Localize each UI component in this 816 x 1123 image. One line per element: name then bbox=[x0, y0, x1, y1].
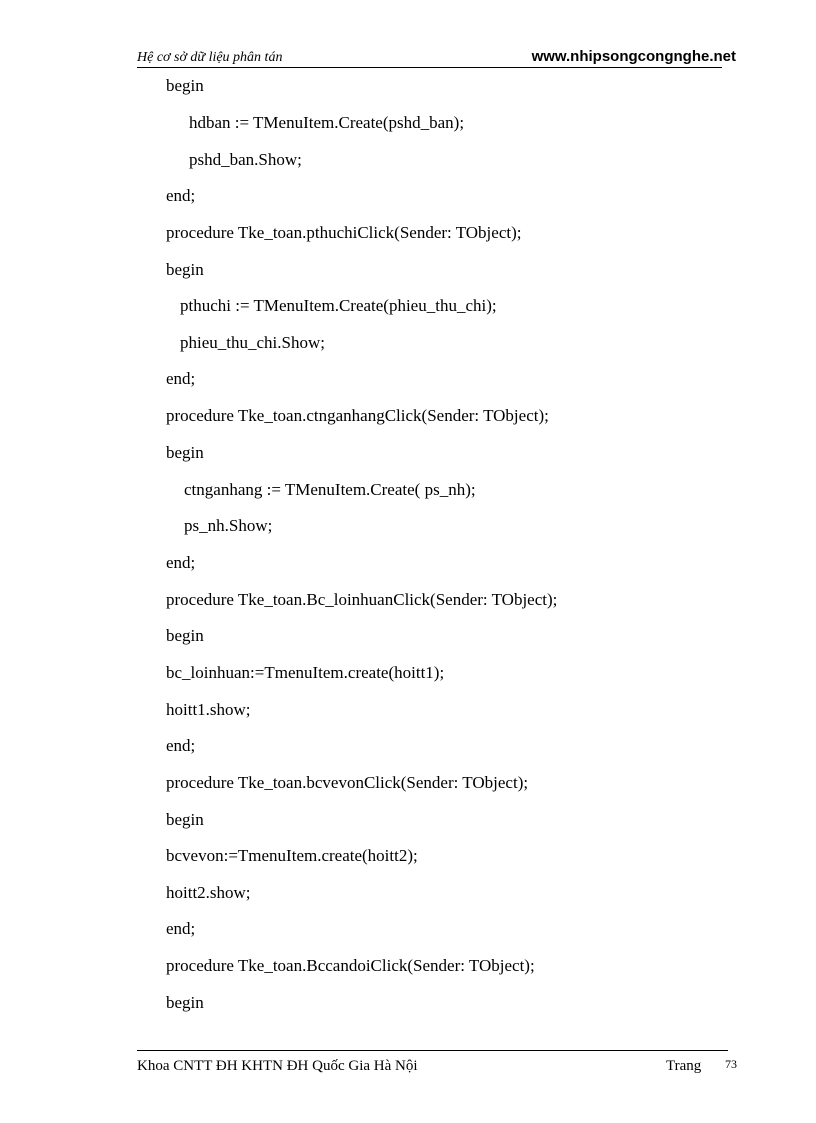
code-line: procedure Tke_toan.pthuchiClick(Sender: TObject); bbox=[166, 223, 522, 242]
code-line: procedure Tke_toan.ctnganhangClick(Sender: TObject); bbox=[166, 406, 549, 425]
code-line: hoitt1.show; bbox=[166, 700, 251, 719]
code-line: end; bbox=[166, 736, 196, 755]
code-line: ctnganhang := TMenuItem.Create( ps_nh); bbox=[184, 480, 476, 499]
code-line: bcvevon:=TmenuItem.create(hoitt2); bbox=[166, 846, 418, 865]
code-line: begin bbox=[166, 810, 204, 829]
code-line: procedure Tke_toan.Bc_loinhuanClick(Sender: TObject); bbox=[166, 590, 558, 609]
code-line: begin bbox=[166, 626, 204, 645]
footer-institution: Khoa CNTT ĐH KHTN ĐH Quốc Gia Hà Nội bbox=[137, 1058, 418, 1074]
code-line: pshd_ban.Show; bbox=[189, 150, 302, 169]
code-line: end; bbox=[166, 919, 196, 938]
code-line: begin bbox=[166, 993, 204, 1012]
code-line: phieu_thu_chi.Show; bbox=[180, 333, 325, 352]
footer-page-label: Trang bbox=[666, 1058, 702, 1074]
header-divider bbox=[137, 67, 722, 68]
footer-divider bbox=[137, 1050, 728, 1051]
header-title: Hệ cơ sở dữ liệu phân tán bbox=[137, 50, 283, 65]
code-line: hoitt2.show; bbox=[166, 883, 251, 902]
code-line: begin bbox=[166, 260, 204, 279]
page-header bbox=[137, 48, 736, 68]
code-line: end; bbox=[166, 186, 196, 205]
code-line: pthuchi := TMenuItem.Create(phieu_thu_chi); bbox=[180, 296, 497, 315]
footer-page-number: 73 bbox=[725, 1057, 737, 1071]
code-line: begin bbox=[166, 443, 204, 462]
code-line: bc_loinhuan:=TmenuItem.create(hoitt1); bbox=[166, 663, 445, 682]
code-line: ps_nh.Show; bbox=[184, 516, 273, 535]
code-line: procedure Tke_toan.bcvevonClick(Sender: TObject); bbox=[166, 773, 529, 792]
header-website: www.nhipsongcongnghe.net bbox=[531, 48, 736, 65]
code-line: procedure Tke_toan.BccandoiClick(Sender: TObject); bbox=[166, 956, 535, 975]
code-line: hdban := TMenuItem.Create(pshd_ban); bbox=[189, 113, 465, 132]
code-line: end; bbox=[166, 553, 196, 572]
code-line: begin bbox=[166, 76, 204, 95]
code-line: end; bbox=[166, 369, 196, 388]
